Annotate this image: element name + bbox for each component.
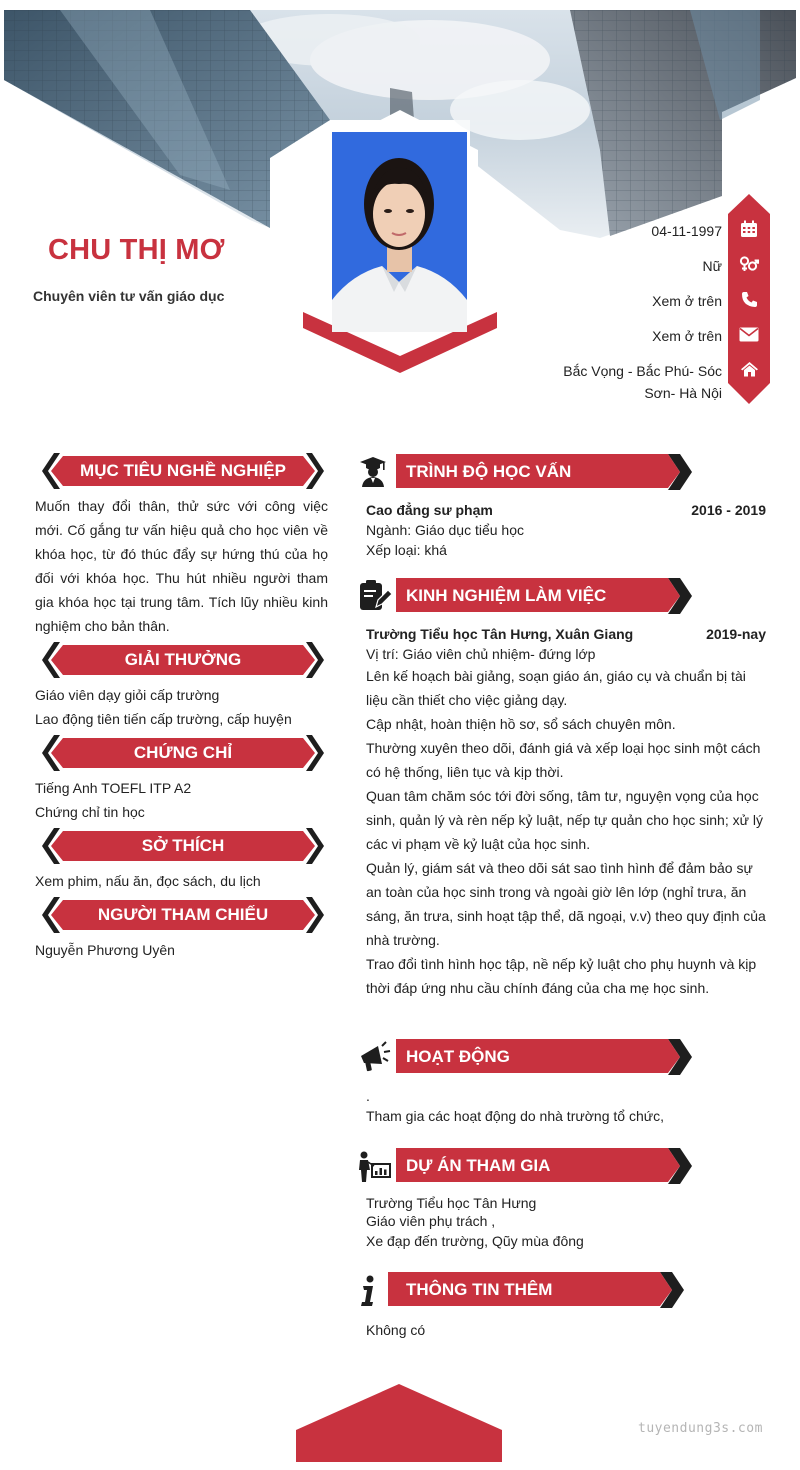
experience-duty: Lên kế hoạch bài giảng, soạn giáo án, giáo cụ và chuẩn bị tài liệu cần thiết cho việc giảng dạy. (366, 668, 746, 708)
objective-text: Muốn thay đổi thân, thử sức với công việc mới. Cố gắng tư vấn hiệu quả cho học viên về khóa học, từ đó thúc đẩy sự hứng thú của họ đối với khóa học. Thu hút nhiều người tham gia khóa học tại trung tâm. Tích lũy nhiều kinh nghiệm cho bản thân. (35, 498, 328, 634)
contact-address-line1: Bắc Vọng - Bắc Phú- Sóc (563, 363, 722, 379)
experience-duty: Quản lý, giám sát và theo dõi sát sao tình hình để đảm bảo sự an toàn của học sinh trong và ngoài giờ lên lớp (nghỉ trưa, ăn sáng, ăn trưa, sinh hoạt tập thể, dã ngoại, v.v) theo quy định của nhà trường. (366, 860, 766, 948)
references-heading-text: NGƯỜI THAM CHIẾU (97, 905, 269, 924)
hobbies-heading-text: SỞ THÍCH (141, 836, 225, 855)
experience-duty: Quan tâm chăm sóc tới đời sống, tâm tư, nguyện vọng của học sinh, quản lý và rèn nếp kỷ luật, nếp tự quản cho học sinh; xử lý các vi phạm về kỷ luật của học sinh. (366, 788, 763, 852)
watermark: tuyendung3s.com (638, 1421, 763, 1436)
profile-photo (332, 132, 467, 332)
graduate-icon (358, 454, 392, 488)
hobbies-text: Xem phim, nấu ăn, đọc sách, du lịch (35, 873, 261, 889)
contact-address (563, 360, 722, 404)
certificates-list (35, 776, 328, 824)
award-item: Giáo viên dạy giỏi cấp trường (35, 687, 220, 703)
certificate-item: Chứng chỉ tin học (35, 804, 145, 820)
envelope-icon (728, 319, 770, 349)
experience-period: 2019-nay (706, 626, 766, 642)
home-icon (728, 354, 770, 384)
certificates-heading (42, 735, 324, 771)
phone-icon (728, 284, 770, 314)
additional-heading (388, 1272, 688, 1308)
contact-email: Xem ở trên (652, 328, 722, 344)
education-heading (396, 454, 696, 490)
objective-heading-text: MỤC TIÊU NGHỀ NGHIỆP (80, 461, 286, 480)
additional-text: Không có (366, 1322, 426, 1338)
experience-duty: Cập nhật, hoàn thiện hồ sơ, sổ sách chuyên môn. (366, 716, 676, 732)
footer-shape (296, 1384, 502, 1462)
activities-entry (366, 1086, 766, 1126)
projects-line: Giáo viên phụ trách , (366, 1213, 496, 1229)
info-icon (358, 1274, 392, 1308)
gender-icon (728, 249, 770, 279)
experience-duty: Thường xuyên theo dõi, đánh giá và xếp loại học sinh một cách có hệ thống, liên tục và kịp thời. (366, 740, 761, 780)
candidate-title: Chuyên viên tư vấn giáo dục (33, 288, 225, 304)
awards-heading-text: GIẢI THƯỞNG (124, 650, 242, 669)
activities-heading (396, 1039, 696, 1075)
hobbies-heading (42, 828, 324, 864)
contact-phone: Xem ở trên (652, 293, 722, 309)
references-text: Nguyễn Phương Uyên (35, 942, 175, 958)
activities-line: Tham gia các hoạt động do nhà trường tổ chức, (366, 1108, 664, 1124)
award-item: Lao động tiên tiến cấp trường, cấp huyện (35, 711, 292, 727)
experience-position: Vị trí: Giáo viên chủ nhiệm- đứng lớp (366, 646, 596, 662)
experience-heading (396, 578, 696, 614)
projects-line: Xe đạp đến trường, Qũy mùa đông (366, 1233, 584, 1249)
certificates-heading-text: CHỨNG CHỈ (133, 743, 233, 762)
objective-heading (42, 453, 324, 489)
projects-heading-text: DỰ ÁN THAM GIA (406, 1156, 551, 1175)
awards-list (35, 683, 328, 731)
education-period: 2016 - 2019 (691, 502, 766, 518)
projects-line: Trường Tiểu học Tân Hưng (366, 1195, 537, 1211)
contact-address-line2: Sơn- Hà Nội (644, 385, 722, 401)
awards-heading (42, 642, 324, 678)
clipboard-pen-icon (358, 578, 392, 612)
projects-heading (396, 1148, 696, 1184)
contact-birthday: 04-11-1997 (651, 223, 722, 239)
experience-entry (366, 624, 766, 1000)
calendar-icon (728, 214, 770, 244)
education-heading-text: TRÌNH ĐỘ HỌC VẤN (406, 462, 572, 481)
candidate-name: CHU THỊ MƠ (48, 234, 225, 266)
education-grade: Xếp loại: khá (366, 542, 447, 558)
presenter-icon (358, 1150, 392, 1184)
experience-duty: Trao đổi tình hình học tập, nề nếp kỷ luật cho phụ huynh và kịp thời đáp ứng nhu cầu chính đáng của cha mẹ học sinh. (366, 956, 757, 996)
education-school: Cao đẳng sư phạm (366, 502, 493, 518)
experience-heading-text: KINH NGHIỆM LÀM VIỆC (406, 586, 607, 605)
activities-heading-text: HOẠT ĐỘNG (406, 1047, 510, 1066)
activities-line: . (366, 1088, 370, 1104)
education-major: Ngành: Giáo dục tiểu học (366, 522, 524, 538)
megaphone-icon (358, 1040, 392, 1074)
projects-entry (366, 1194, 766, 1250)
education-entry (366, 500, 766, 560)
references-heading (42, 897, 324, 933)
additional-heading-text: THÔNG TIN THÊM (406, 1280, 553, 1299)
experience-company: Trường Tiểu học Tân Hưng, Xuân Giang (366, 626, 634, 642)
contact-gender: Nữ (702, 258, 722, 274)
certificate-item: Tiếng Anh TOEFL ITP A2 (35, 780, 192, 796)
